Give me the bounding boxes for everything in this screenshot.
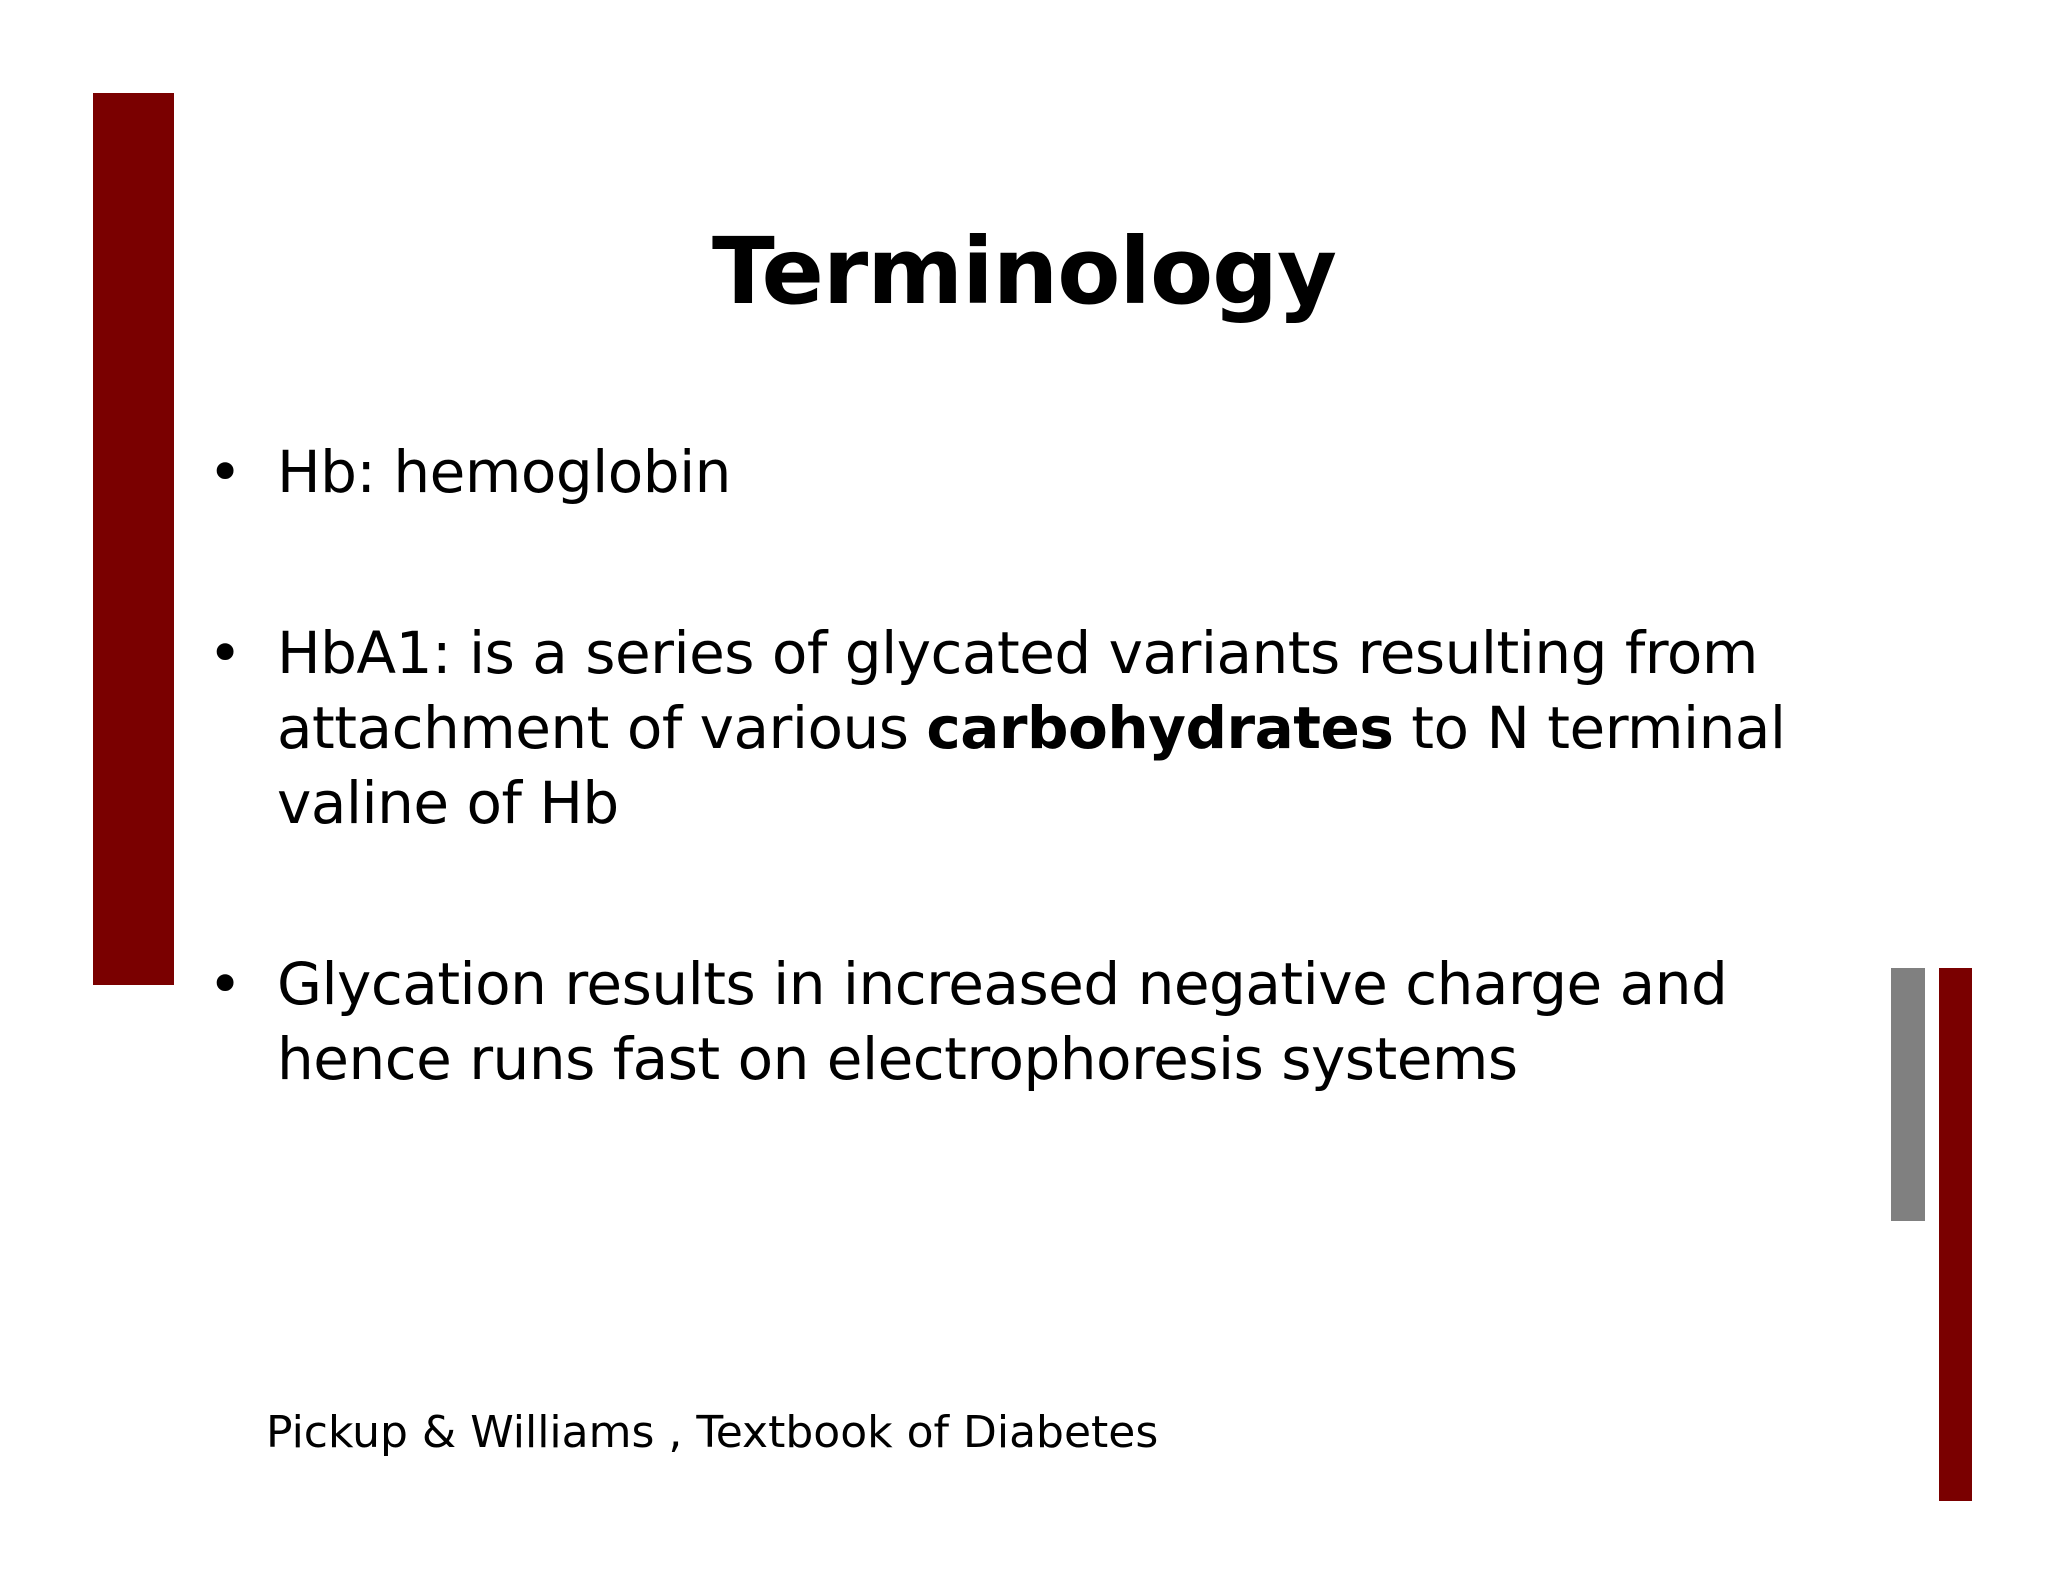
- bullet-text-before: HbA1: is a series of glycated variants resulting from attachment of various: [277, 619, 1758, 762]
- bullet-text-after: to N terminal valine of Hb: [277, 694, 1786, 837]
- bullet-marker: •: [208, 950, 242, 1018]
- slide-title: Terminology: [712, 218, 1336, 325]
- bullet-item-glycation: [208, 947, 1858, 1097]
- bullet-item-hba1: [208, 616, 1858, 841]
- bullet-text: [277, 616, 1858, 841]
- citation: Pickup & Williams , Textbook of Diabetes: [266, 1407, 1159, 1458]
- bullet-text: Hb: hemoglobin: [277, 438, 731, 506]
- emphasis-carbohydrates: carbohydrates: [926, 694, 1394, 762]
- bullet-marker: •: [208, 619, 242, 687]
- bullet-text: Glycation results in increased negative charge and hence runs fast on electrophoresis systems: [277, 950, 1728, 1093]
- bullet-marker: •: [208, 438, 242, 506]
- bullet-item-hb: [208, 435, 1858, 510]
